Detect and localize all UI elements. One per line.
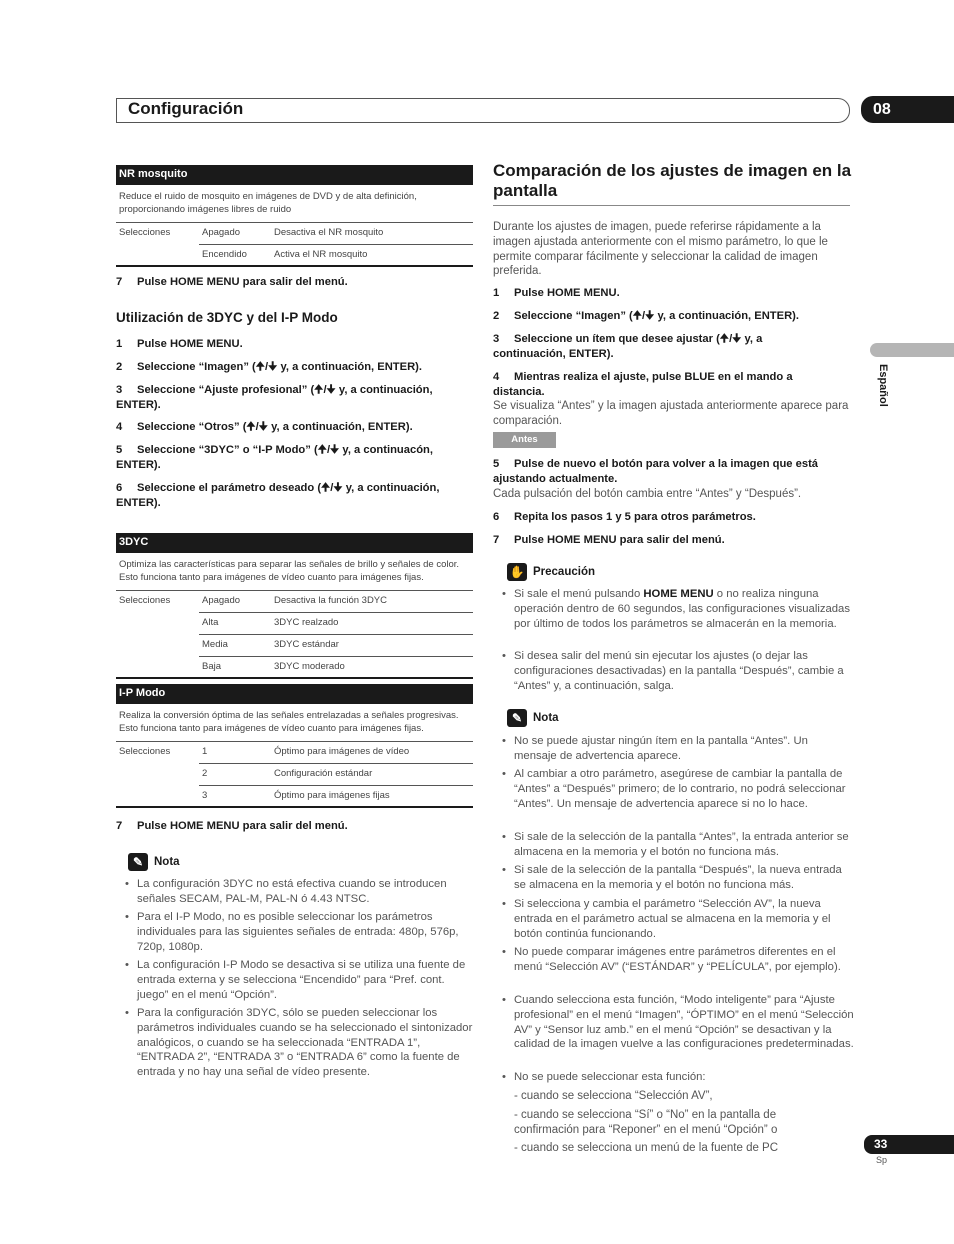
table-row [116,657,473,679]
step-6 [116,481,476,510]
caution-text: o no realiza ninguna operación dentro de 60 segundos, las configuraciones visualizadas por último de todos los parámetros se almacerán en la memoria. [514,588,850,630]
table-cell: 3DYC moderado [274,661,345,672]
step-4 [493,370,833,399]
step-number: 1 [493,287,500,299]
step-text: Pulse HOME MENU para salir del menú. [137,276,348,288]
section-title: Comparación de los ajustes de imagen en la pantalla [493,161,852,200]
table-head: I-P Modo [116,684,473,704]
table-cell: Selecciones [119,746,171,757]
step-text: Pulse HOME MENU. [137,338,243,350]
table-row [116,245,473,267]
note-item: • Cuando selecciona esta función, “Modo inteligente” para “Ajuste profesional” en el menú “Imagen”, “ÓPTIMO” en el menú “Selección AV” y “Sensor luz amb.” en el menú “Opción” se desactivan y la calidad de la imagen vuelve a las configuraciones predeterminadas. [514,993,854,1052]
language-tab [870,343,954,357]
chapter-number: 08 [861,96,954,123]
language-label: Español [877,364,889,407]
step-6 [493,510,850,525]
table-desc: Realiza la conversión óptima de las señales entrelazadas a señales progresivas. Esto funciona tanto para imágenes de vídeo cuanto para imágenes fijas. [116,704,473,742]
table-cell [116,613,199,635]
table-cell [116,245,199,265]
caution-item: • Si desea salir del menú sin ejecutar los ajustes (o dejar las configuraciones desactivadas) en la pantalla “Después”, cambie a “Antes” y, a continuación, salga. [514,649,850,693]
step-number: 7 [116,820,123,832]
step-number: 7 [116,276,123,288]
page-title: Configuración [128,99,244,118]
step-5-body: Cada pulsación del botón cambia entre “Antes” y “Después”. [493,488,802,500]
step-4 [116,420,476,435]
pencil-icon: ✎ [128,853,148,871]
caution-title: Precaución [533,566,595,578]
title-rule [493,205,850,206]
nr-mosquito-table [116,165,473,267]
note-item: • Si sale de la selección de la pantalla “Antes”, la entrada anterior se almacena en la memoria y el botón no funciona más. [514,830,854,860]
step-number: 4 [116,421,123,433]
step-text: Seleccione “Ajuste profesional” (🠉/🠋 y, a continuación, ENTER). [116,384,433,411]
note-subitem: - cuando se selecciona “Sí” o “No” en la pantalla de confirmación para “Reponer” en el menú “Opción” o [514,1109,778,1136]
step-4-body: Se visualiza “Antes” y la imagen ajustada anteriormente aparece para comparación. [493,400,849,427]
table-cell: Encendido [202,249,247,260]
table-head: NR mosquito [116,165,473,185]
table-row [116,742,473,764]
note-title: Nota [154,856,180,868]
table-cell: Selecciones [119,227,171,238]
table-row [116,613,473,635]
step-text: Seleccione “Otros” (🠉/🠋 y, a continuación, ENTER). [137,421,413,433]
step-2 [493,309,850,324]
note-item: • No puede comparar imágenes entre parámetros diferentes en el menú “Selección AV” (“ESTÁNDAR” y “PELÍCULA”, por ejemplo). [514,945,854,975]
step-text: Pulse de nuevo el botón para volver a la imagen que está ajustando actualmente. [493,458,819,485]
table-desc: Reduce el ruido de mosquito en imágenes de DVD y de alta definición, proporcionando imágenes libres de ruido [116,185,473,223]
step-number: 1 [116,338,123,350]
caution-item [514,587,850,631]
3dyc-table [116,533,473,679]
step-5 [493,457,850,486]
step-text: Seleccione el parámetro deseado (🠉/🠋 y, a continuación, ENTER). [116,482,440,509]
table-row [116,591,473,613]
note-item: • La configuración 3DYC no está efectiva cuando se introducen señales SECAM, PAL-M, PAL-N ó 4.43 NTSC. [137,877,473,907]
step-number: 5 [116,444,123,456]
table-row [116,223,473,245]
table-cell: Apagado [199,591,274,613]
step-2 [116,360,476,375]
step-number: 3 [116,384,123,396]
step-number: 2 [493,310,500,322]
caution-bold: HOME MENU [643,588,714,600]
note-item: • No se puede ajustar ningún ítem en la pantalla “Antes”. Un mensaje de advertencia aparece. [514,734,850,764]
table-cell [116,657,199,677]
table-cell: Configuración estándar [274,764,473,786]
antes-badge: Antes [493,432,556,448]
table-cell: Baja [202,661,222,672]
table-row [116,635,473,657]
note-item: • Si sale de la selección de la pantalla “Después”, la nueva entrada se almacena en la memoria y el botón no funciona más. [514,863,854,893]
note-subitem: - cuando se selecciona un menú de la fuente de PC [514,1142,779,1154]
step-text: Repita los pasos 1 y 5 para otros parámetros. [514,511,756,523]
ip-modo-table [116,684,473,808]
table-cell: 2 [199,764,274,786]
step-3 [493,332,803,361]
step-text: Seleccione un ítem que desee ajustar (🠉/🠋 y, a continuación, ENTER). [493,333,763,360]
table-cell: Activa el NR mosquito [274,249,368,260]
caution-text: Si sale el menú pulsando [514,588,644,600]
table-cell [116,786,199,806]
step-7 [116,819,348,834]
note-item: • Si selecciona y cambia el parámetro “Selección AV”, la nueva entrada en el parámetro actual se almacena en la memoria y el botón continúa funcionando. [514,897,854,941]
step-7 [493,533,850,548]
note-item: • La configuración I-P Modo se desactiva si se utiliza una fuente de entrada externa y se selecciona “Encendido” para “Pref. cont. juego” en el menú “Opción”. [137,958,473,1002]
table-cell [116,635,199,657]
step-1 [116,337,476,352]
step-number: 2 [116,361,123,373]
note-item: • Para el I-P Modo, no es posible seleccionar los parámetros individuales para las siguientes señales de entrada: 480p, 576p, 720p, 1080p. [137,910,473,954]
step-1 [493,286,850,301]
page-number: 33 [864,1135,954,1154]
table-desc: Optimiza las características para separar las señales de brillo y señales de color. Esto funciona tanto para imágenes de vídeo cuanto para imágenes fijas. [116,553,473,591]
note-item: • Para la configuración 3DYC, sólo se pueden seleccionar los parámetros individuales cuando se ha seleccionado el sintonizador analógicos, o cuando se ha seleccionada “ENTRADA 1”, “ENTRADA 2”, “ENTRADA 3” o “ENTRADA 6” como la fuente de entrada y no hay una señal de vídeo presente. [137,1006,473,1080]
table-cell: Desactiva el NR mosquito [274,223,473,245]
step-7 [116,275,348,290]
table-cell: Óptimo para imágenes fijas [274,790,390,801]
step-text: Seleccione “3DYC” o “I-P Modo” (🠉/🠋 y, a continuacón, ENTER). [116,444,433,471]
note-subitem: - cuando se selecciona “Selección AV”, [514,1090,713,1102]
table-cell: Desactiva la función 3DYC [274,591,473,613]
page-lang: Sp [876,1155,888,1165]
intro-text: Durante los ajustes de imagen, puede referirse rápidamente a la imagen ajustada anteriormente con el mismo parámetro, lo que le permite comparar fácilmente y seleccionar la calidad de imagen preferida. [493,221,828,278]
step-3 [116,383,476,412]
hand-icon: ✋ [507,563,527,581]
table-cell: Media [199,635,274,657]
step-text: Seleccione “Imagen” (🠉/🠋 y, a continuación, ENTER). [137,361,423,373]
note-item: • No se puede seleccionar esta función: [514,1070,854,1085]
table-cell: 3 [202,790,208,801]
pencil-icon: ✎ [507,709,527,727]
note-heading [507,709,559,727]
step-number: 4 [493,371,500,383]
note-item: • Al cambiar a otro parámetro, asegúrese de cambiar la pantalla de “Antes” a “Después” primero; de lo contrario, no podrá seleccionar “Antes”. Un mensaje de advertencia aparece si no lo hace. [514,767,854,811]
table-cell: 3DYC realzado [274,613,473,635]
note-heading [128,853,180,871]
step-5 [116,443,476,472]
table-head: 3DYC [116,533,473,553]
step-text: Pulse HOME MENU para salir del menú. [137,820,348,832]
table-row [116,786,473,808]
table-row [116,764,473,786]
step-number: 6 [493,511,500,523]
step-text: Mientras realiza el ajuste, pulse BLUE en el mando a distancia. [493,371,793,398]
step-number: 3 [493,333,500,345]
caution-heading [507,563,595,581]
step-text: Pulse HOME MENU para salir del menú. [514,534,725,546]
step-text: Pulse HOME MENU. [514,287,620,299]
step-number: 5 [493,458,500,470]
table-cell: Óptimo para imágenes de vídeo [274,742,473,764]
step-number: 7 [493,534,500,546]
table-cell [116,764,199,786]
table-cell: Alta [199,613,274,635]
table-cell: 1 [199,742,274,764]
table-cell: Apagado [199,223,274,245]
table-cell: 3DYC estándar [274,635,473,657]
step-text: Seleccione “Imagen” (🠉/🠋 y, a continuación, ENTER). [514,310,800,322]
step-number: 6 [116,482,123,494]
section-heading: Utilización de 3DYC y del I-P Modo [116,310,338,325]
note-title: Nota [533,712,559,724]
table-cell: Selecciones [119,595,171,606]
